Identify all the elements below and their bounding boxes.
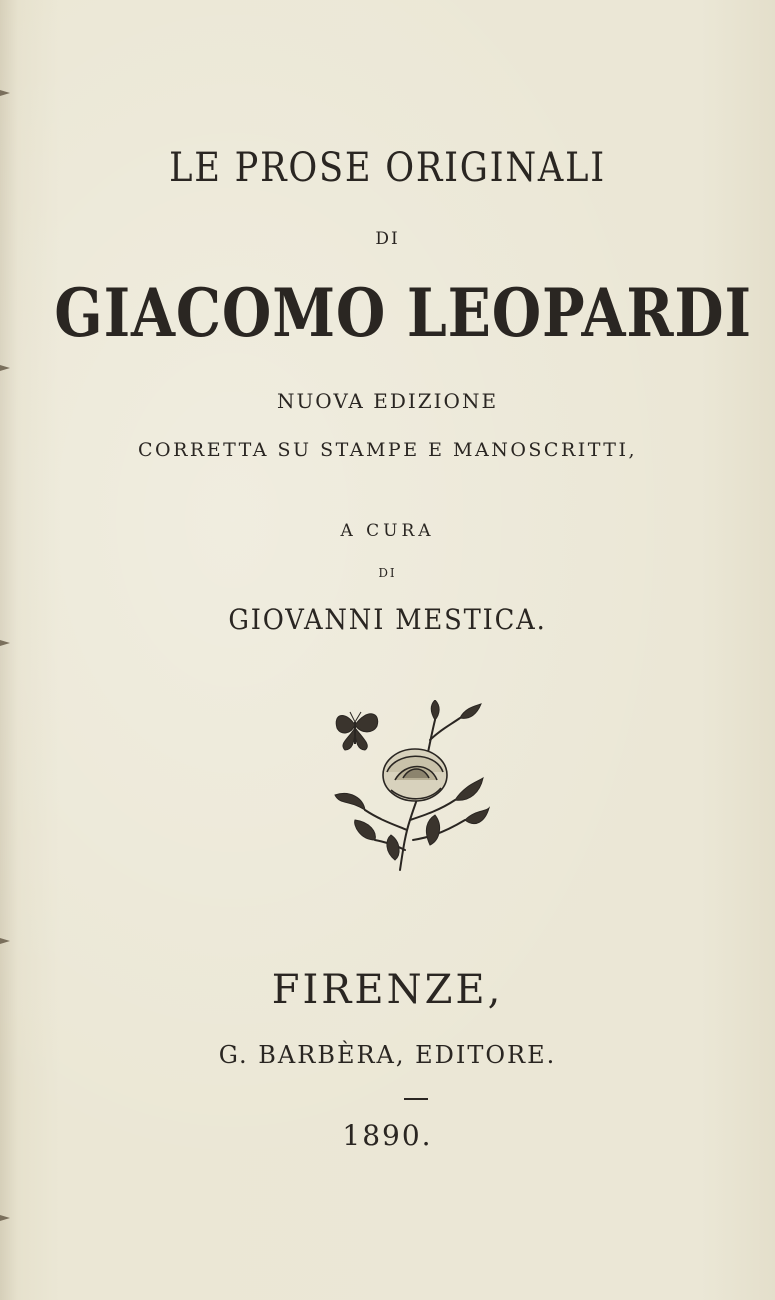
curator-name: GIOVANNI MESTICA. bbox=[228, 603, 547, 636]
curation-line: A CURA bbox=[340, 521, 435, 541]
author-name: GIACOMO LEOPARDI bbox=[54, 274, 752, 352]
binding-mark bbox=[0, 640, 10, 646]
curator-connector: DI bbox=[378, 566, 397, 580]
imprint-city: FIRENZE, bbox=[271, 967, 504, 1013]
imprint-divider bbox=[404, 1098, 428, 1100]
imprint-year: 1890. bbox=[342, 1119, 433, 1152]
imprint-publisher: G. BARBÈRA, EDITORE. bbox=[218, 1041, 557, 1069]
edition-line-2: CORRETTA SU STAMPE E MANOSCRITTI, bbox=[138, 439, 637, 461]
title-connector: DI bbox=[375, 229, 400, 249]
edition-line-1: NUOVA EDIZIONE bbox=[276, 389, 499, 413]
rose-ornament-icon bbox=[325, 700, 490, 880]
binding-mark bbox=[0, 1215, 10, 1221]
binding-mark bbox=[0, 365, 10, 371]
book-title: LE PROSE ORIGINALI bbox=[169, 145, 606, 191]
binding-mark bbox=[0, 90, 10, 96]
binding-mark bbox=[0, 938, 10, 944]
